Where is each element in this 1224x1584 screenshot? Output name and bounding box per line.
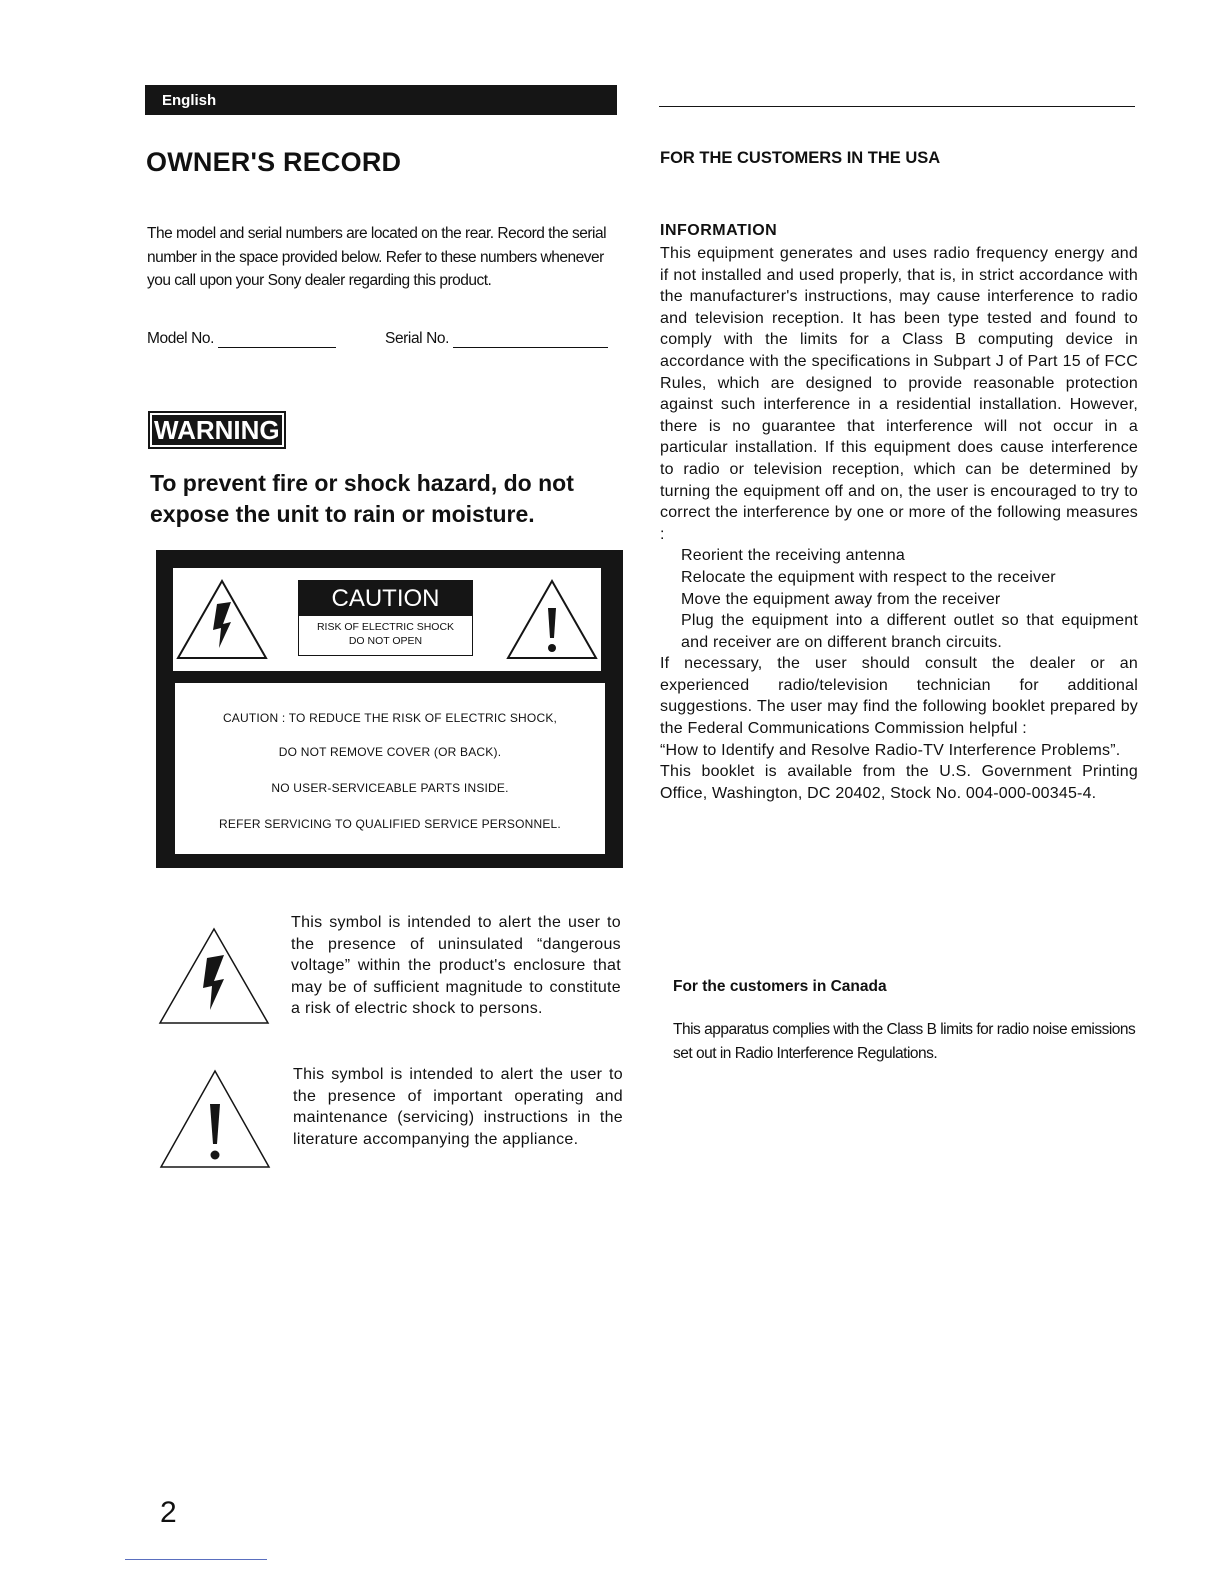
footer-rule <box>125 1559 267 1560</box>
owners-record-title: OWNER'S RECORD <box>146 147 402 177</box>
serial-number-line <box>453 333 608 348</box>
warning-label: WARNING <box>148 411 286 449</box>
information-title: INFORMATION <box>660 222 778 239</box>
list-item: Reorient the receiving antenna <box>681 547 905 565</box>
language-tab <box>145 85 617 115</box>
serial-number-field <box>385 330 608 348</box>
caution-line4: REFER SERVICING TO QUALIFIED SERVICE PERSONNEL. <box>219 817 561 831</box>
model-number-label: Model No. <box>147 330 215 347</box>
warning-heading: To prevent fire or shock hazard, do not expose the unit to rain or moisture. <box>150 470 574 527</box>
exclamation-triangle-icon <box>505 578 599 662</box>
information-body <box>660 243 1138 804</box>
information-paragraph-2: If necessary, the user should consult the dealer or an experienced radio/television technician for additional suggestions. The user may find the following booklet prepared by the Federal Communications Commission helpful : <box>660 655 1138 738</box>
voltage-symbol-description: This symbol is intended to alert the user to the presence of uninsulated “dangerous voltage” within the product's enclosure that may be of sufficient magnitude to constitute a risk of electric shock to persons. <box>291 914 621 1018</box>
caution-instructions <box>175 683 605 854</box>
caution-label: CAUTION <box>298 580 473 616</box>
usa-section-title: FOR THE CUSTOMERS IN THE USA <box>660 149 941 167</box>
model-number-field <box>147 330 336 348</box>
list-item: Plug the equipment into a different outlet so that equipment and receiver are on different branch circuits. <box>681 612 1138 651</box>
page-number: 2 <box>160 1496 177 1529</box>
right-column-rule <box>659 106 1135 107</box>
caution-line3: NO USER-SERVICEABLE PARTS INSIDE. <box>271 781 509 795</box>
caution-sub-line2: DO NOT OPEN <box>348 635 423 647</box>
attention-symbol-description: This symbol is intended to alert the user to the presence of important operating and maintenance (servicing) instructions in the literature accompanying the appliance. <box>293 1066 623 1148</box>
canada-section-text: This apparatus complies with the Class B limits for radio noise emissions set out in Radio Interference Regulations. <box>673 1021 1136 1062</box>
list-item: Relocate the equipment with respect to the receiver <box>681 568 1056 586</box>
caution-line2: DO NOT REMOVE COVER (OR BACK). <box>278 745 502 759</box>
canada-section-title: For the customers in Canada <box>673 978 887 995</box>
lightning-triangle-icon <box>175 578 269 662</box>
list-item: Move the equipment away from the receiver <box>681 590 1001 608</box>
information-paragraph-3: This booklet is available from the U.S. Government Printing Office, Washington, DC 20402, Stock No. 004-000-00345-4. <box>660 763 1138 802</box>
lightning-triangle-icon-large <box>157 926 271 1026</box>
caution-sublabel <box>298 616 473 656</box>
measures-list <box>660 545 1138 653</box>
serial-number-label: Serial No. <box>385 330 450 347</box>
booklet-title: “How to Identify and Resolve Radio-TV Interference Problems”. <box>660 741 1121 759</box>
language-label: English <box>162 92 217 109</box>
owners-record-text: The model and serial numbers are located on the rear. Record the serial number in the space provided below. Refer to these numbers whenever you call upon your Sony dealer regarding this product. <box>147 225 607 289</box>
caution-line1: CAUTION : TO REDUCE THE RISK OF ELECTRIC SHOCK, <box>222 711 558 725</box>
caution-sub-line1: RISK OF ELECTRIC SHOCK <box>316 621 455 633</box>
information-paragraph-1: This equipment generates and uses radio frequency energy and if not installed and used properly, that is, in strict accordance with the manufacturer's instructions, may cause interference to radio and television reception. It has been type tested and found to comply with the limits for a Class B computing device in accordance with the specifications in Subpart J of Part 15 of FCC Rules, which are designed to provide reasonable protection against such interference in a residential installation. However, there is no guarantee that interference will not occur in a particular installation. If this equipment does cause interference to radio or television reception, which can be determined by turning the equipment off and on, the user is encouraged to try to correct the interference by one or more of the following measures : <box>660 245 1138 543</box>
exclamation-triangle-icon-large <box>158 1068 272 1170</box>
model-number-line <box>218 333 336 348</box>
